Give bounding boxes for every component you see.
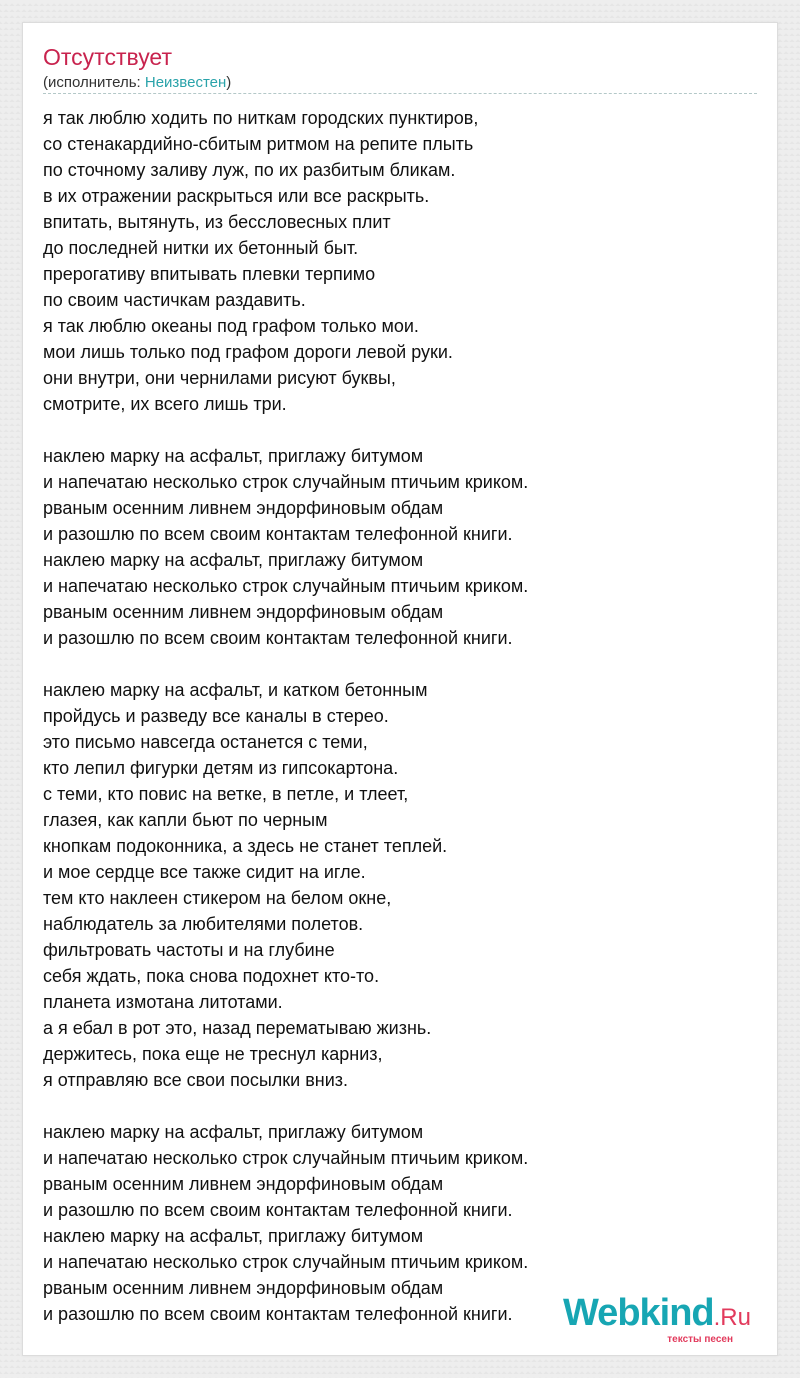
lyrics-body <box>43 105 759 1327</box>
lyric-line: со стенакардийно-сбитым ритмом на репите плыть <box>43 134 474 154</box>
lyric-line: кто лепил фигурки детям из гипсокартона. <box>43 758 399 778</box>
webkind-logo[interactable] <box>563 1293 751 1345</box>
lyric-line: тем кто наклеен стикером на белом окне, <box>43 888 392 908</box>
lyric-line: кнопкам подоконника, а здесь не станет теплей. <box>43 836 448 856</box>
artist-suffix: ) <box>226 74 232 91</box>
lyric-line: и напечатаю несколько строк случайным птичьим криком. <box>43 1252 529 1272</box>
lyric-line: и напечатаю несколько строк случайным птичьим криком. <box>43 472 529 492</box>
lyric-line: и напечатаю несколько строк случайным птичьим криком. <box>43 576 529 596</box>
lyric-line: а я ебал в рот это, назад перематываю жизнь. <box>43 1018 432 1038</box>
lyric-line: смотрите, их всего лишь три. <box>43 394 287 414</box>
lyric-line: и мое сердце все также сидит на игле. <box>43 862 366 882</box>
lyric-line: и разошлю по всем своим контактам телефонной книги. <box>43 1200 513 1220</box>
lyric-line: я так люблю ходить по ниткам городских пунктиров, <box>43 108 479 128</box>
lyric-line: наклею марку на асфальт, приглажу битумом <box>43 1226 424 1246</box>
lyric-line: наклею марку на асфальт, и катком бетонным <box>43 680 428 700</box>
logo-main-text: Webkind <box>563 1292 714 1334</box>
divider <box>43 93 757 94</box>
artist-prefix: (исполнитель: <box>43 74 145 91</box>
lyric-line: и разошлю по всем своим контактам телефонной книги. <box>43 524 513 544</box>
lyric-line: они внутри, они чернилами рисуют буквы, <box>43 368 396 388</box>
song-title: Отсутствует <box>43 44 172 70</box>
lyric-line: и разошлю по всем своим контактам телефонной книги. <box>43 628 513 648</box>
lyric-line: я отправляю все свои посылки вниз. <box>43 1070 349 1090</box>
lyric-line: наклею марку на асфальт, приглажу битумом <box>43 550 424 570</box>
lyric-line: рваным осенним ливнем эндорфиновым обдам <box>43 602 444 622</box>
lyric-line: себя ждать, пока снова подохнет кто-то. <box>43 966 380 986</box>
lyric-line: планета измотана литотами. <box>43 992 283 1012</box>
lyric-line: держитесь, пока еще не треснул карниз, <box>43 1044 383 1064</box>
artist-link[interactable]: Неизвестен <box>144 74 227 91</box>
logo-subtitle: тексты песен <box>667 1334 733 1345</box>
lyric-line: это письмо навсегда останется с теми, <box>43 732 368 752</box>
lyrics-stanza <box>43 443 759 651</box>
lyric-line: по своим частичкам раздавить. <box>43 290 306 310</box>
lyric-line: глазея, как капли бьют по черным <box>43 810 328 830</box>
lyric-line: наблюдатель за любителями полетов. <box>43 914 364 934</box>
lyric-line: фильтровать частоты и на глубине <box>43 940 335 960</box>
lyric-line: и разошлю по всем своим контактам телефонной книги. <box>43 1304 513 1324</box>
lyric-line: и напечатаю несколько строк случайным птичьим криком. <box>43 1148 529 1168</box>
lyric-line: по сточному заливу луж, по их разбитым бликам. <box>43 160 456 180</box>
lyric-line: до последней нитки их бетонный быт. <box>43 238 359 258</box>
lyric-line: наклею марку на асфальт, приглажу битумом <box>43 446 424 466</box>
lyrics-card <box>22 22 778 1356</box>
lyric-line: рваным осенним ливнем эндорфиновым обдам <box>43 1174 444 1194</box>
lyric-line: мои лишь только под графом дороги левой руки. <box>43 342 453 362</box>
logo-wordmark <box>563 1293 751 1338</box>
lyric-line: рваным осенним ливнем эндорфиновым обдам <box>43 1278 444 1298</box>
lyric-line: рваным осенним ливнем эндорфиновым обдам <box>43 498 444 518</box>
lyric-line: с теми, кто повис на ветке, в петле, и тлеет, <box>43 784 409 804</box>
artist-line <box>43 73 231 93</box>
lyric-line: прерогативу впитывать плевки терпимо <box>43 264 376 284</box>
lyrics-stanza <box>43 105 759 417</box>
logo-tld-text: .Ru <box>713 1304 751 1331</box>
lyrics-stanza <box>43 677 759 1093</box>
lyric-line: впитать, вытянуть, из бессловесных плит <box>43 212 391 232</box>
lyric-line: пройдусь и разведу все каналы в стерео. <box>43 706 389 726</box>
lyric-line: в их отражении раскрыться или все раскрыть. <box>43 186 430 206</box>
lyric-line: наклею марку на асфальт, приглажу битумом <box>43 1122 424 1142</box>
lyric-line: я так люблю океаны под графом только мои. <box>43 316 419 336</box>
